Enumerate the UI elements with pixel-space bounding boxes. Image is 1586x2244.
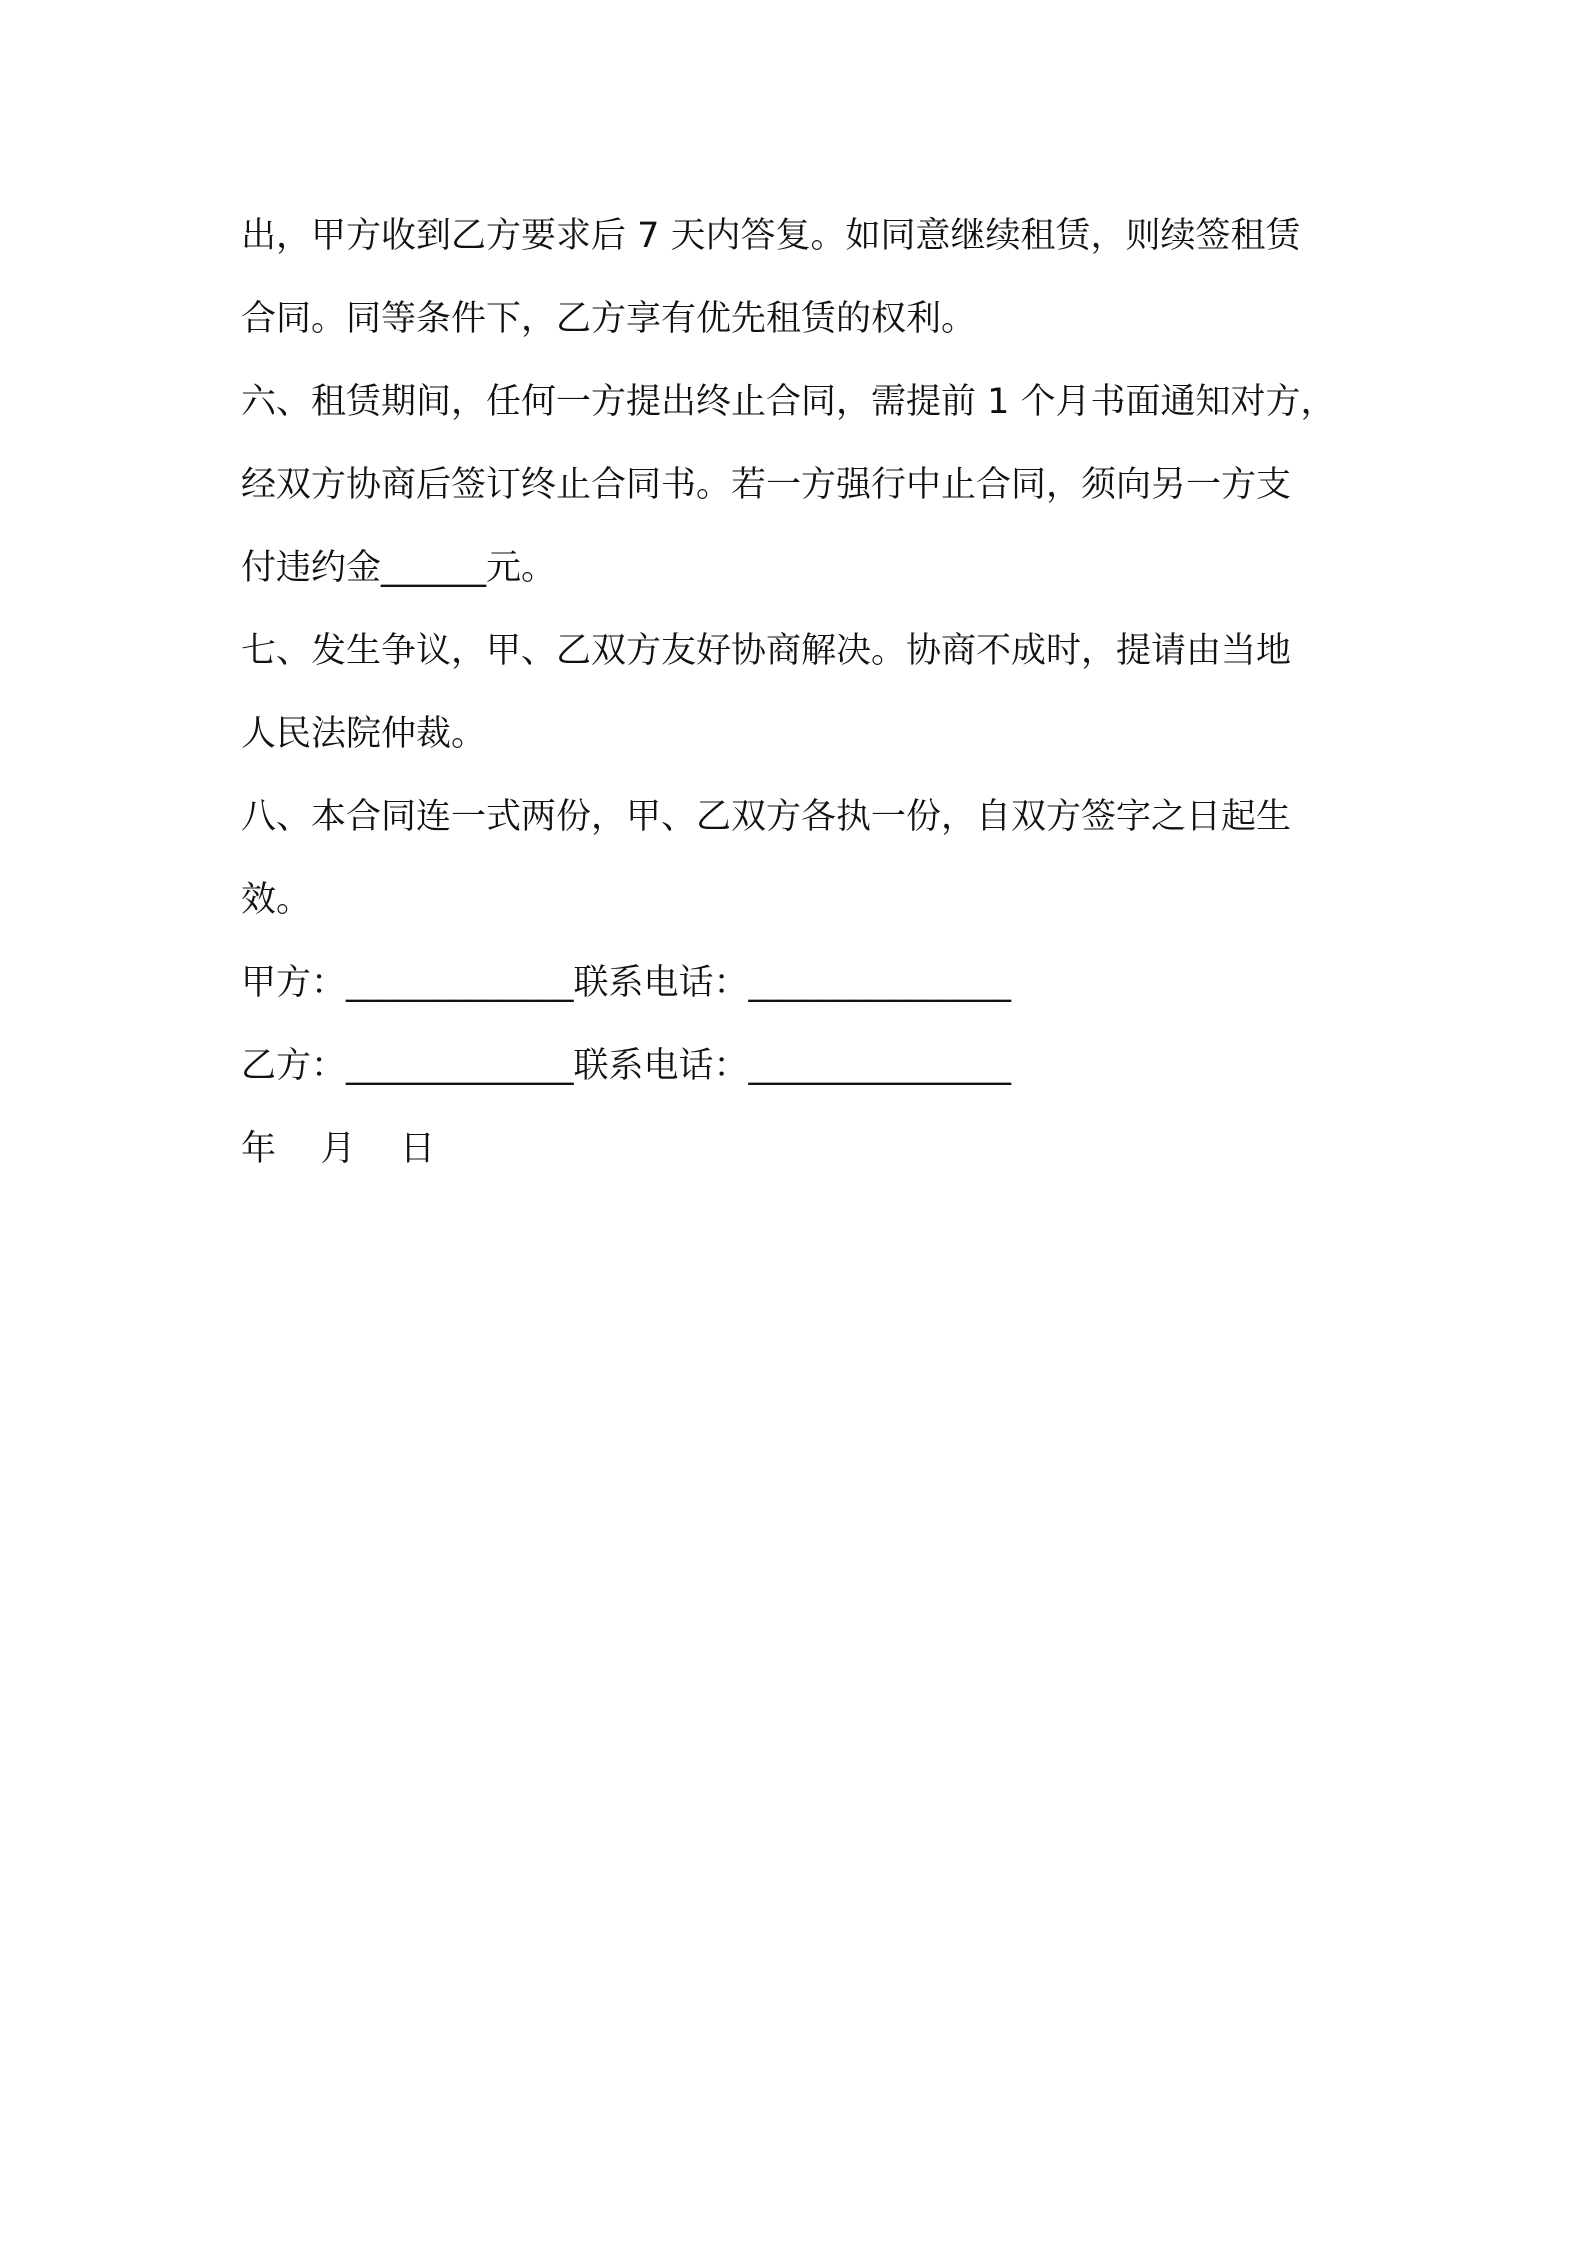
clause-6-line-2: 经双方协商后签订终止合同书。若一方强行中止合同，须向另一方支: [241, 465, 1292, 505]
clause-6-line-3: 付违约金______元。: [241, 548, 557, 588]
clause-7-line-2: 人民法院仲裁。: [241, 714, 487, 754]
paragraph-5-line-1: 出，甲方收到乙方要求后 7 天内答复。如同意继续租赁，则续签租赁: [241, 216, 1301, 256]
paragraph-5-line-2: 合同。同等条件下，乙方享有优先租赁的权利。: [241, 299, 977, 339]
clause-8-line-1: 八、本合同连一式两份，甲、乙双方各执一份，自双方签字之日起生: [241, 797, 1292, 837]
clause-7-line-1: 七、发生争议，甲、乙双方友好协商解决。协商不成时，提请由当地: [241, 631, 1292, 671]
clause-6-line-1: 六、租赁期间，任何一方提出终止合同，需提前 1 个月书面通知对方，: [241, 382, 1336, 422]
party-a-signature-line: 甲方：_____________联系电话：_______________: [241, 963, 1012, 1003]
clause-8-line-2: 效。: [241, 880, 312, 920]
document-body: [241, 195, 1361, 1191]
date-line: 年 月 日: [241, 1129, 436, 1169]
party-b-signature-line: 乙方：_____________联系电话：_______________: [241, 1046, 1012, 1086]
